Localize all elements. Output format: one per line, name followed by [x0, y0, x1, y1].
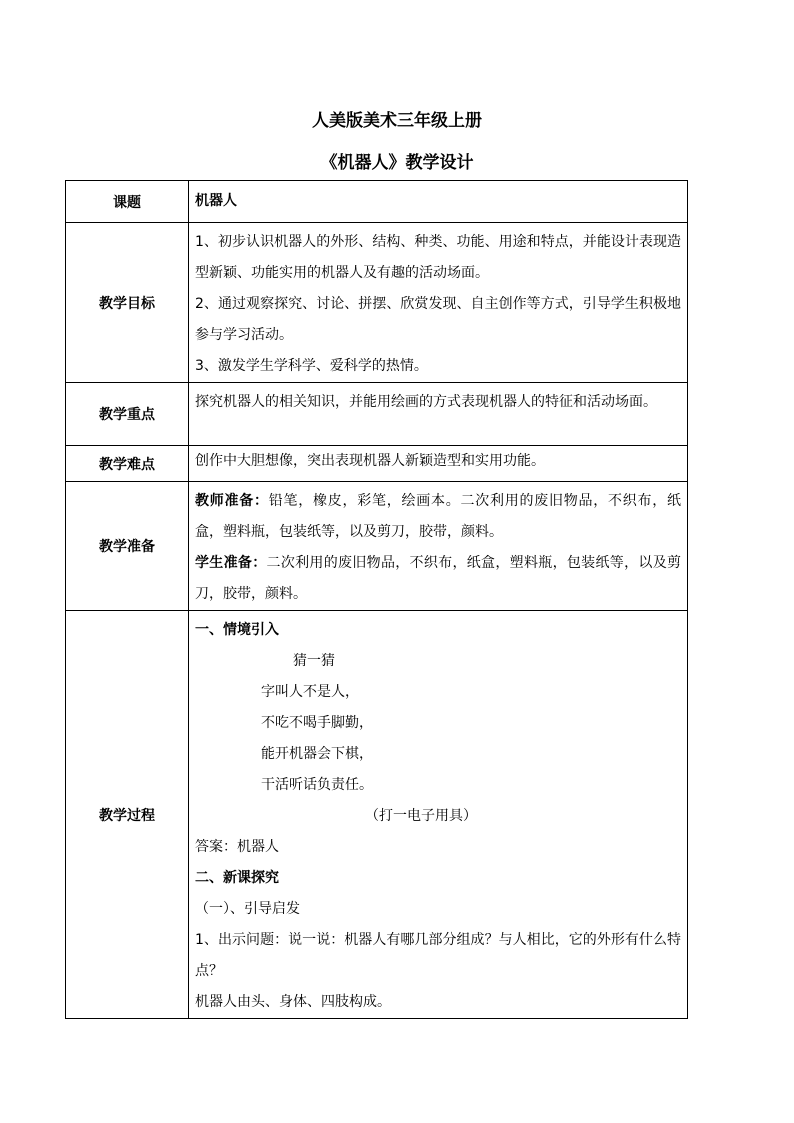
goal-item: 1、初步认识机器人的外形、结构、种类、功能、用途和特点，并能设计表现造型新颖、功能实用的机器人及有趣的活动场面。 [195, 234, 681, 281]
label-process: 教学过程 [66, 611, 189, 1019]
subsection-heading: （一）、引导启发 [195, 901, 300, 917]
row-goals [66, 223, 688, 383]
student-prep-label: 学生准备： [195, 555, 267, 571]
teacher-prep-text: 铅笔，橡皮，彩笔，绘画本。二次利用的废旧物品，不织布，纸盒，塑料瓶，包装纸等，以及剪刀，胶带，颜料。 [195, 493, 681, 540]
goal-item: 3、激发学生学科学、爱科学的热情。 [195, 358, 428, 374]
riddle-line: 不吃不喝手脚勤， [261, 715, 373, 731]
lesson-plan-table [65, 180, 688, 1019]
riddle-answer: 答案：机器人 [195, 839, 279, 855]
riddle-title: 猜一猜 [293, 653, 335, 669]
focus-text: 探究机器人的相关知识，并能用绘画的方式表现机器人的特征和活动场面。 [195, 394, 657, 410]
teacher-prep [195, 486, 681, 548]
riddle-line: 能开机器会下棋， [261, 746, 373, 762]
row-focus [66, 383, 688, 446]
label-focus: 教学重点 [66, 383, 189, 446]
answer-text: 机器人由头、身体、四肢构成。 [195, 994, 391, 1010]
teacher-prep-label: 教师准备： [195, 493, 269, 509]
value-topic: 机器人 [189, 181, 688, 223]
riddle-line: 字叫人不是人， [261, 684, 359, 700]
student-prep [195, 548, 681, 610]
label-topic: 课题 [66, 181, 189, 223]
document-title: 人美版美术三年级上册 [312, 111, 482, 131]
difficulty-text: 创作中大胆想像，突出表现机器人新颖造型和实用功能。 [195, 453, 545, 469]
label-prep: 教学准备 [66, 482, 189, 611]
riddle-line: 干活听话负责任。 [261, 777, 373, 793]
label-difficulty: 教学难点 [66, 446, 189, 482]
document-subtitle: 《机器人》教学设计 [320, 153, 474, 173]
row-topic [66, 181, 688, 223]
row-process [66, 611, 688, 1019]
row-prep [66, 482, 688, 611]
question-text: 1、出示问题：说一说：机器人有哪几部分组成？与人相比，它的外形有什么特点？ [195, 932, 681, 979]
riddle-hint: （打一电子用具） [365, 808, 477, 824]
section-heading: 二、新课探究 [195, 870, 279, 886]
section-heading: 一、情境引入 [195, 622, 279, 638]
student-prep-text: 二次利用的废旧物品，不织布，纸盒，塑料瓶，包装纸等，以及剪刀，胶带，颜料。 [195, 555, 681, 602]
row-difficulty [66, 446, 688, 482]
goal-item: 2、通过观察探究、讨论、拼摆、欣赏发现、自主创作等方式，引导学生积极地参与学习活动。 [195, 296, 681, 343]
label-goals: 教学目标 [66, 223, 189, 383]
